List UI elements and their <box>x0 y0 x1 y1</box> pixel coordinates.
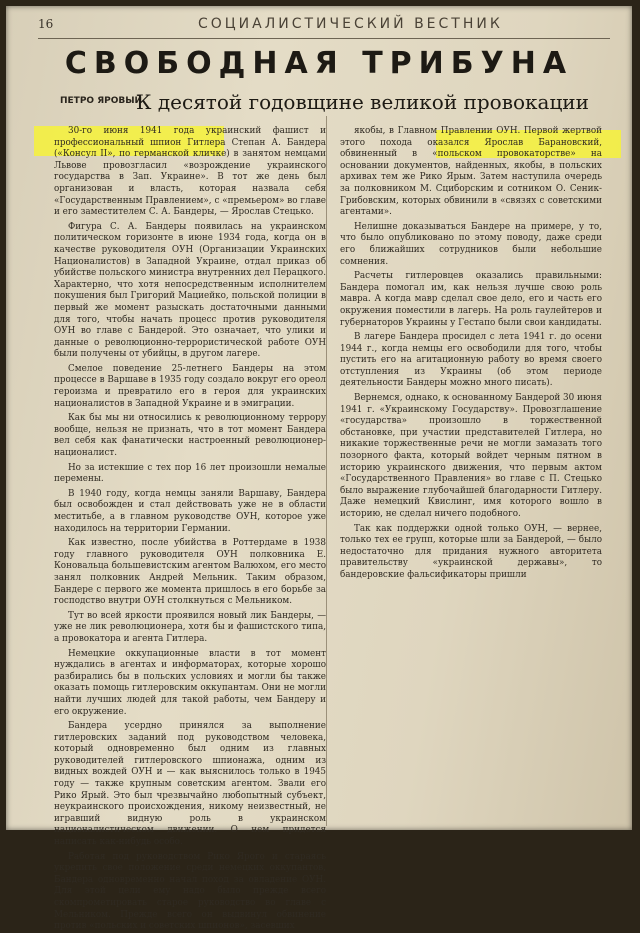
paragraph: 30-го июня 1941 года украинский фашист и профессиональный шпион Гитлера Степан А. Бандера («Консул II», по германской кличке) в занятом немцами Львове провозгласил «возрождение украинского государства в Зап. Украине». В тот же день был организован и власть, которая назвала себя «Государственным Правлением», с «премьером» во главе и его заместителем С. А. Бандеры, — Ярослав Стецько. <box>54 126 326 218</box>
paragraph: В лагере Бандера просидел с лета 1941 г. до осени 1944 г., когда немцы его освободили для того, чтобы пустить его на агитационную работу во время своего отступления из Украины (об этом периоде деятельности Бандеры можно много писать). <box>340 332 602 389</box>
column-divider <box>326 116 327 826</box>
paragraph: Нелишне доказываться Бандере на примере, у то, что было опубликовано по этому поводу, даже среди его ближайших сотрудников были небольшие сомнения. <box>340 221 602 267</box>
article-title: К десятой годовщине великой провокации <box>136 90 589 114</box>
page-header <box>38 14 610 39</box>
section-title: СВОБОДНАЯ ТРИБУНА <box>64 46 574 81</box>
right-column <box>340 126 602 826</box>
page-number: 16 <box>38 17 54 31</box>
left-column <box>54 126 326 932</box>
paragraph: Тут во всей яркости проявился новый лик Бандеры, — уже не лик революционера, хотя бы и фашистского типа, а провокатора и агента Гитлера. <box>54 610 326 644</box>
paragraph: Работая под руководством Рико Ярого и стараясь укрепить свое положение среди немецких оккупантов, Бандера одновременно начал поход за овладение ОУН. Для этой цели ему надо было прежде всего скомпрометировать старое руководство во главе с Мельником. Прежде всего он выдвинул обвинение против «польских и советских шпионов», засевших <box>54 851 326 932</box>
author-byline: ПЕТРО ЯРОВЫЙ <box>60 96 143 106</box>
paragraph: Вернемся, однако, к основанному Бандерой 30 июня 1941 г. «Украинскому Государству». Провозглашение «государства» произошло в торжественной обстановке, при участии представителей Гитлера, но никакие торжественные речи не могли замазать того позорного факта, который войдет черным пятном в историю украинского движения, что первым актом «Государственного Правления» во главе с П. Стецько было выражение глубочайшей благодарности Гитлеру. Даже немецкий Квислинг, имя которого вошло в историю, не сделал ничего подобного. <box>340 393 602 519</box>
paragraph: Расчеты гитлеровцев оказались правильными: Бандера помогал им, как нельзя лучше свою роль мавра. А когда мавр сделал свое дело, его и часть его окружения поместили в лагерь. На роль гаулейтеров и губернаторов Украины у Гестапо были свои кандидаты. <box>340 271 602 328</box>
paragraph: Как известно, после убийства в Роттердаме в 1938 году главного руководителя ОУН полковника Е. Коновальца большевистским агентом Валюхом, его место занял полковник Андрей Мельник. Таким образом, Бандере с первого же момента пришлось в его борьбе за господство внутри ОУН столкнуться с Мельником. <box>54 538 326 607</box>
paragraph: Немецкие оккупационные власти в тот момент нуждались в агентах и информаторах, которые хорошо разбирались бы в польских условиях и могли бы также оказать помощь гитлеровским оккупантам. Они не могли найти лучших людей для такой работы, чем Бандеру и его окружение. <box>54 648 326 717</box>
paragraph: якобы, в Главном Правлении ОУН. Первой жертвой этого похода оказался Ярослав Барановский, обвиненный в «польском провокаторстве» на основании документов, найденных, якобы, в польских архивах тем же Рико Ярым. Затем наступила очередь за полковником М. Сциборским и сотником О. Сеник-Грибовским, которых обвинили в «связях с советскими агентами». <box>340 126 602 218</box>
paragraph: В 1940 году, когда немцы заняли Варшаву, Бандера был освобожден и стал действовать уже не в области меститьбе, а в главном руководстве ОУН, которое уже находилось на территории Германии. <box>54 488 326 534</box>
paragraph: Фигура С. А. Бандеры появилась на украинском политическом горизонте в июне 1934 года, когда он в качестве руководителя ОУН (Организации Украинских Националистов) в Западной Украине, отдал приказ об убийстве польского министра внутренних дел Перацкого. Характерно, что хотя непосредственным исполнителем покушения был Григорий Мациейко, польской полиции в первый же момент разыскать достаточными данными для того, чтобы начать процесс против руководителя ОУН во главе с Бандерой. Это означает, что улики и данные о революционно-террористической работе ОУН были получены от убийцы, в другом лагере. <box>54 221 326 360</box>
paragraph: Смелое поведение 25-летнего Бандеры на этом процессе в Варшаве в 1935 году создало вокруг его ореол героизма и превратило его в героя для украинских националистов в Западной Украине и в эмиграции. <box>54 363 326 409</box>
paragraph: Но за истекшие с тех пор 16 лет произошли немалые перемены. <box>54 462 326 485</box>
document-page <box>6 6 632 932</box>
paragraph: Так как поддержки одной только ОУН, — вернее, только тех ее групп, которые шли за Бандерой, — было недостаточно для придания нужного авторитета правительству «украинской державы», то бандеровские фальсификаторы пришли <box>340 523 602 580</box>
paragraph: Как бы мы ни относились к революционному террору вообще, нельзя не признать, что в тот момент Бандера вел себя как фанатически настроенный революционер-националист. <box>54 413 326 459</box>
paragraph: Бандера усердно принялся за выполнение гитлеровских заданий под руководством человека, который одновременно был одним из главных руководителей гитлеровского шпионажа, одним из видных вождей ОУН и — как выяснилось только в 1945 году — также крупным советским агентом. Звали его Рико Ярый. Это был чрезвычайно любопытный субъект, неукраинского происхождения, никому неизвестный, не игравший видную роль в украинском националистическом движении. О нем придется написать как-нибудь особо. <box>54 721 326 848</box>
journal-name: СОЦИАЛИСТИЧЕСКИЙ ВЕСТНИК <box>198 16 503 32</box>
